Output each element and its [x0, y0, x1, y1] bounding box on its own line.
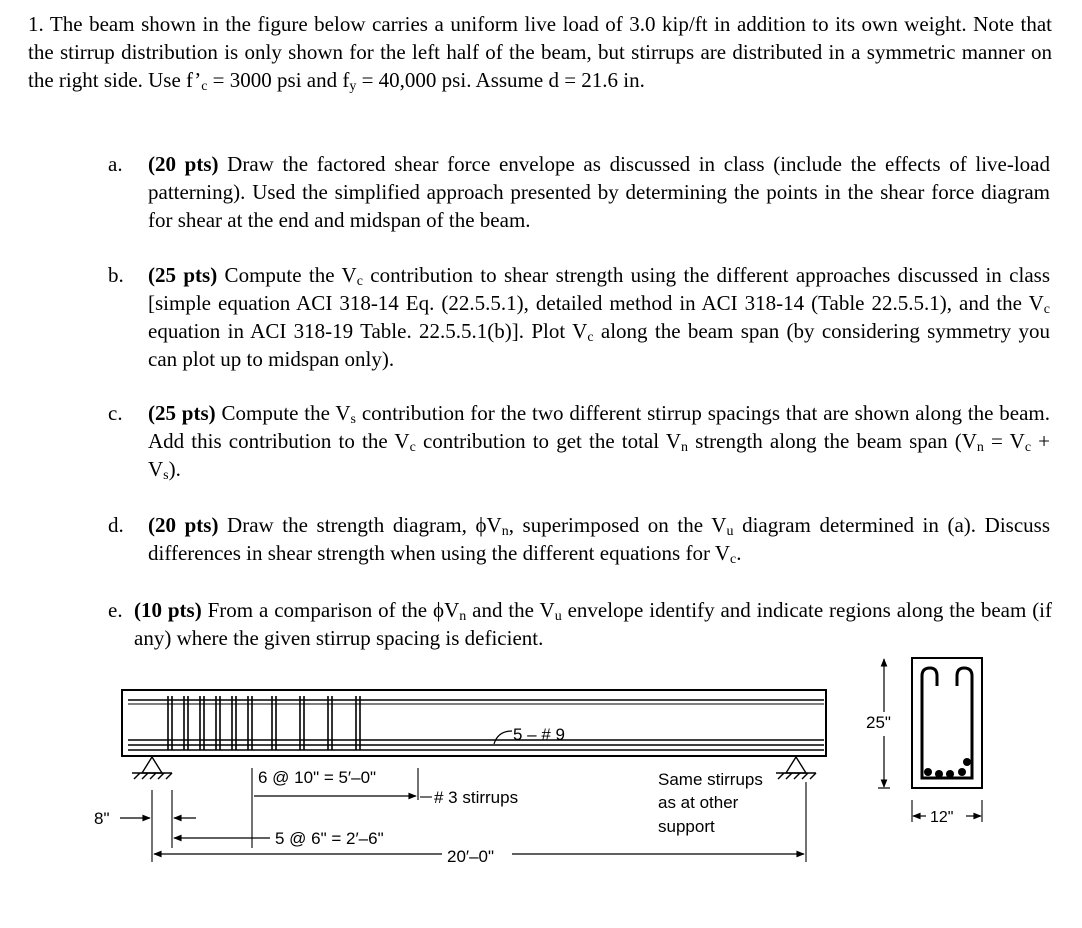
support-offset-label: 8" [94, 809, 110, 828]
part-c-label: c. [108, 401, 123, 425]
same-stirrups-line3: support [658, 817, 715, 836]
section-depth-label: 25" [866, 713, 891, 732]
part-d-label: d. [108, 513, 124, 537]
section-width-label: 12" [930, 809, 954, 826]
stirrup-hook-right [957, 668, 972, 686]
beam-figure [0, 650, 1082, 880]
spacing-10-label: 6 @ 10" = 5′–0" [258, 768, 377, 787]
part-d-text: (20 pts) Draw the strength diagram, $\phi V_n$, superimposed on the $V_u$ diagram determined in (a). Discuss differences in shear strength when using the different equations for $V_c$. [148, 513, 1050, 567]
bars-leader [494, 731, 512, 744]
part-d [108, 511, 1052, 571]
part-e [108, 596, 1052, 656]
spacing-6-label: 5 @ 6" = 2′–6" [275, 829, 384, 848]
part-b-text: (25 pts) Compute the $V_c$ contribution to shear strength using the different approaches discussed in class [simple equation ACI 318-14 Eq. (22.5.5.1), detailed method in ACI 318-14 (Table 22.5.5.1), and the $V_c$ equation in ACI 318-19 Table. 22.5.5.1(b)]. Plot $V_c$ along the beam span (by considering symmetry you can plot up to midspan only). [148, 263, 1051, 371]
cross-section [912, 658, 982, 788]
left-support [132, 757, 172, 779]
rebar [924, 768, 932, 776]
part-b [108, 261, 1052, 376]
same-stirrups-line1: Same stirrups [658, 770, 763, 789]
part-c [108, 399, 1052, 487]
part-e-label: e. [108, 598, 123, 622]
rebar [946, 770, 954, 778]
part-e-text: (10 pts) From a comparison of the $\phi V_n$ and the $V_u$ envelope identify and indicate regions along the beam (if any) where the given stirrup spacing is deficient. [134, 598, 1053, 650]
part-c-text: (25 pts) Compute the $V_s$ contribution for the two different stirrup spacings that are shown along the beam. Add this contribution to the $V_c$ contribution to get the total $V_n$ strength along the beam span $(V_n = V_c + V_s)$. [148, 401, 1051, 483]
problem-statement: 1. The beam shown in the figure below carries a uniform live load of 3.0 kip/ft in addition to its own weight. Note that the stirrup distribution is only shown for the left half of the beam, but stirrups are distributed in a symmetric manner on the right side. Use $f’_c = 3000$ psi and $f_y = 40,000$ psi. Assume d = 21.6 in. [28, 12, 1052, 94]
stirrups-label: # 3 stirrups [434, 788, 519, 807]
span-label: 20′–0" [447, 847, 495, 866]
part-a-label: a. [108, 152, 123, 176]
part-a-text: (20 pts) Draw the factored shear force envelope as discussed in class (include the effects of live-load patterning). Used the simplified approach presented by determining the points in the shear force diagram for shear at the end and midspan of the beam. [148, 152, 1050, 232]
stirrup-hook-left [922, 668, 937, 686]
rebar [935, 770, 943, 778]
bars-label: 5 – # 9 [513, 725, 565, 744]
rebar [958, 768, 966, 776]
same-stirrups-line2: as at other [658, 793, 739, 812]
problem-number: 1. [28, 12, 44, 36]
part-a [108, 150, 1052, 240]
rebar [963, 758, 971, 766]
part-b-label: b. [108, 263, 124, 287]
right-support [776, 757, 816, 779]
